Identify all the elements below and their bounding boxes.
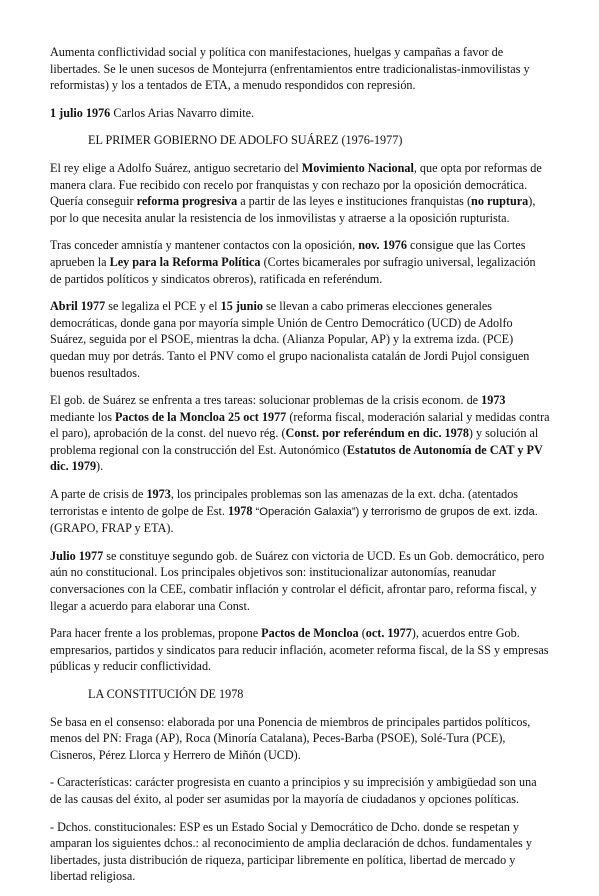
- text-run: consigue que las Cortes aprueben la: [50, 238, 526, 269]
- paragraph-1977-elections: [50, 298, 550, 381]
- text-run: Tras conceder amnistía y mantener contactos con la oposición,: [50, 238, 359, 253]
- paragraph-political-reform-law: [50, 237, 550, 287]
- heading-first-government: [88, 132, 550, 149]
- text-run: se constituye segundo gob. de Suárez con victoria de UCD. Es un Gob. democrático, pero aún no constitucional. Los principales objetivos son: institucionalizar autonomías, reanudar conversaciones con la CEE, combatir inflación y controlar el déficit, afrontar paro, reforma fiscal, y llegar a acuerdo para elaborar una Const.: [50, 548, 545, 613]
- bold-text: 1973: [481, 393, 506, 408]
- text-run: El rey elige a Adolfo Suárez, antiguo secretario del: [50, 160, 302, 175]
- bold-text: Estatutos de Autonomía de CAT y PV dic. 1979: [50, 442, 543, 474]
- bold-text: 1 julio 1976: [50, 105, 111, 120]
- text-run: (reforma fiscal, moderación salarial y medidas contra el paro), aprobación de la const. del nuevo rég. (: [50, 409, 550, 441]
- text-run: se legaliza el PCE y el: [105, 299, 221, 314]
- text-run: LA CONSTITUCIÓN DE 1978: [88, 687, 244, 701]
- text-run: ), por lo que necesita anular la resistencia de los inmovilistas y atraerse a la oposición rupturista.: [50, 194, 536, 225]
- paragraph-characteristics: [50, 774, 550, 807]
- bold-text: Pactos de Moncloa: [261, 626, 359, 641]
- paragraph-threats: [50, 486, 550, 537]
- bold-text: oct. 1977: [365, 626, 412, 641]
- paragraph-intro: [50, 44, 550, 94]
- bold-text: Movimiento Nacional: [301, 160, 414, 175]
- text-run: (: [358, 626, 366, 641]
- paragraph-consensus: [50, 714, 550, 764]
- paragraph-three-tasks: [50, 392, 550, 475]
- text-run: a partir de las leyes e instituciones franquistas (: [237, 194, 472, 209]
- bold-text: no ruptura: [471, 194, 529, 209]
- bold-text: Abril 1977: [50, 299, 106, 314]
- text-run: EL PRIMER GOBIERNO DE ADOLFO SUÁREZ (1976-1977): [88, 133, 403, 148]
- document-body: [50, 44, 550, 896]
- text-run: ).: [96, 459, 104, 474]
- bold-text: Ley para la Reforma Política: [109, 254, 261, 269]
- text-run: ), acuerdos entre Gob. empresarios, partidos y sindicatos para reducir inflación, acometer reforma fiscal, de la SS y empresas públicas y reducir conflictividad.: [50, 626, 549, 674]
- bold-text: Julio 1977: [50, 548, 104, 563]
- bold-text: Const. por referéndum en dic. 1978: [285, 426, 469, 441]
- text-run: Aumenta conflictividad social y política con manifestaciones, huelgas y campañas a favor de libertades. Se le unen sucesos de Montejurra (enfrentamientos entre tradicionalistas-inmovilistas y reformistas) y los a tentados de ETA, a menudo respondidos con represión.: [50, 45, 530, 93]
- text-run: , los principales problemas son las amenazas de la ext. dcha. (atentados terroristas e intento de golpe de Est.: [50, 487, 519, 518]
- text-run: , que opta por reformas de manera clara. Fue recibido con recelo por franquistas y con rechazo por la oposición democrática. Quería conseguir: [50, 160, 542, 209]
- text-run: Para hacer frente a los problemas, propone: [50, 626, 262, 641]
- text-run: (Cortes bicamerales por sufragio universal, legalización de partidos políticos y sindicatos obreros), ratificada en referéndum.: [50, 254, 536, 286]
- paragraph-arias-resigns: [50, 105, 550, 122]
- text-run: “Operación Galaxia”) y terrorismo de grupos de ext. izda.: [252, 505, 538, 518]
- text-run: - Características: carácter progresista en cuanto a principios y su imprecisión y ambigüedad son una de las causas del éxito, al poder ser asumidas por la mayoría de ciudadanos y opciones políticas.: [50, 775, 537, 806]
- text-run: - Dchos. constitucionales: ESP es un Estado Social y Democrático de Dcho. donde se respetan y amparan los siguientes dchos.: al reconocimiento de amplia declaración de dchos. fundamentales y libertades, justa distribución de riqueza, participar libremente en política, libertad de mercado y libertad religiosa.: [50, 819, 532, 884]
- text-run: se llevan a cabo primeras elecciones generales democráticas, donde gana por mayoría simple Unión de Centro Democrático (UCD) de Adolfo Suárez, seguida por el PSOE, mientras la dcha. (Alianza Popular, AP) y la extrema izda. (PCE) quedan muy por detrás. Tanto el PNV como el grupo nacionalista catalán de Jordi Pujol consiguen buenos resultados.: [50, 299, 530, 380]
- text-run: A parte de crisis de: [50, 487, 147, 502]
- bold-text: 1978: [228, 503, 253, 518]
- paragraph-suarez-elected: [50, 160, 550, 226]
- text-run: ) y solución al problema regional con la construcción del Est. Autonómico (: [50, 426, 539, 457]
- text-run: mediante los: [50, 409, 115, 424]
- paragraph-second-government: [50, 548, 550, 614]
- text-run: El gob. de Suárez se enfrenta a tres tareas: solucionar problemas de la crisis econom. de: [50, 393, 482, 408]
- bold-text: Pactos de la Moncloa 25 oct 1977: [114, 409, 287, 424]
- paragraph-constitutional-rights: [50, 819, 550, 885]
- text-run: Carlos Arias Navarro dimite.: [110, 105, 255, 120]
- heading-constitution-1978: [88, 686, 550, 703]
- paragraph-moncloa-pacts: [50, 625, 550, 675]
- bold-text: reforma progresiva: [136, 194, 238, 209]
- text-run: (GRAPO, FRAP y ETA).: [50, 521, 174, 536]
- bold-text: nov. 1976: [358, 238, 407, 253]
- bold-text: 15 junio: [220, 299, 263, 314]
- bold-text: 1973: [146, 487, 171, 502]
- text-run: Se basa en el consenso: elaborada por una Ponencia de miembros de principales partidos políticos, menos del PN: Fraga (AP), Roca (Minoría Catalana), Peces-Barba (PSOE), Solé-Tura (PCE), Cisneros, Pérez Llorca y Herrero de Miñón (UCD).: [50, 714, 531, 762]
